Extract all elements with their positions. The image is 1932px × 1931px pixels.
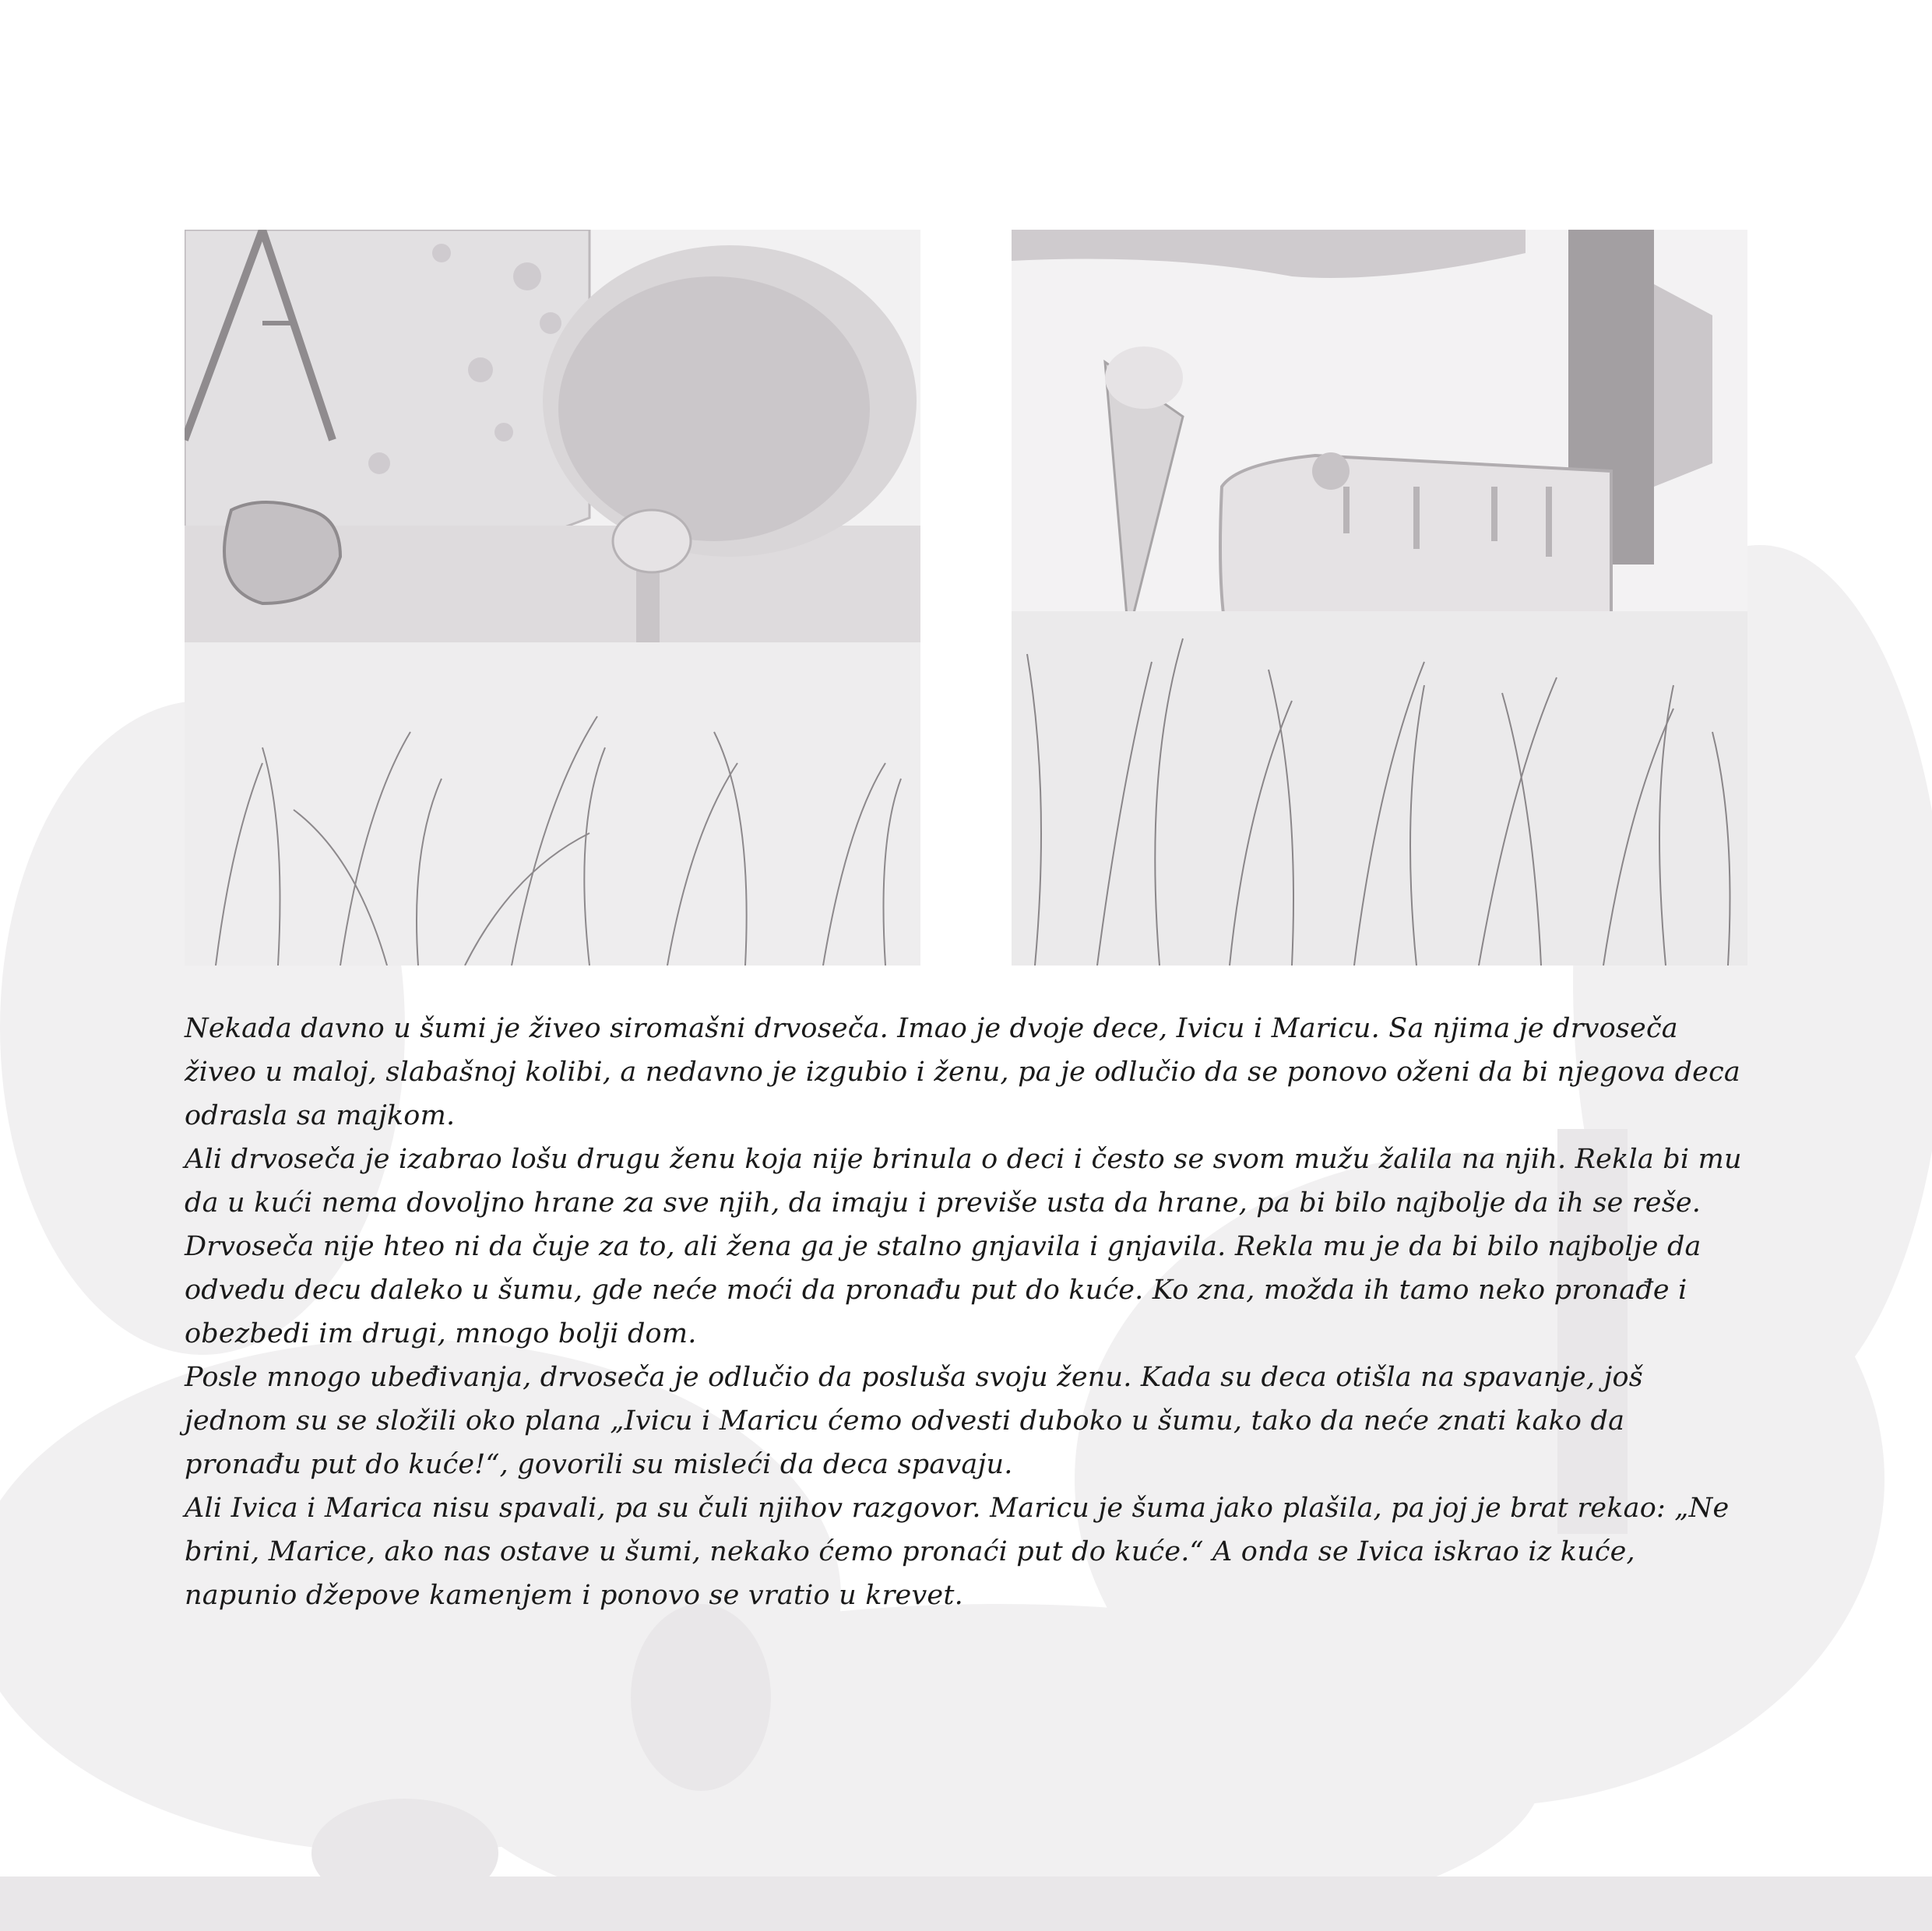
illustration-gingerbread-house [185,230,920,966]
story-paragraph-3: Posle mnogo ubeđivanja, drvoseča je odlučio da posluša svoju ženu. Kada su deca otišla na spavanje, još jednom su se složili oko plana „Ivicu i Maricu ćemo odvesti duboko u šumu, tako da neće znati kako da pronađu put do kuće!“, govorili su misleći da deca spavaju. [185,1362,1643,1480]
story-paragraph-2: Ali drvoseča je izabrao lošu drugu ženu koja nije brinula o deci i često se svom mužu žalila na njih. Rekla bi mu da u kući nema dovoljno hrane za sve njih, da imaju i previše usta da hrane, pa bi bilo najbolje da ih se reše. Drvoseča nije hteo ni da čuje za to, ali žena ga je stalno gnjavila i gnjavila. Rekla mu je da bi bilo najbolje da odvedu decu daleko u šumu, gde neće moći da pronađu put do kuće. Ko zna, možda ih tamo neko pronađe i obezbedi im drugi, mnogo bolji dom. [185,1144,1742,1349]
story-text [185,1007,1750,1617]
illustration-cake-in-grass [1012,230,1747,966]
story-paragraph-1: Nekada davno u šumi je živeo siromašni drvoseča. Imao je dvoje dece, Ivicu i Maricu. Sa njima je drvoseča živeo u maloj, slabašnoj kolibi, a nedavno je izgubio i ženu, pa je odlučio da se ponovo oženi da bi njegova deca odrasla sa majkom. [185,1013,1740,1131]
story-paragraph-4: Ali Ivica i Marica nisu spavali, pa su čuli njihov razgovor. Maricu je šuma jako plašila, pa joj je brat rekao: „Ne brini, Marice, ako nas ostave u šumi, nekako ćemo pronaći put do kuće.“ A onda se Ivica iskrao iz kuće, napunio džepove kamenjem i ponovo se vratio u krevet. [185,1493,1730,1611]
